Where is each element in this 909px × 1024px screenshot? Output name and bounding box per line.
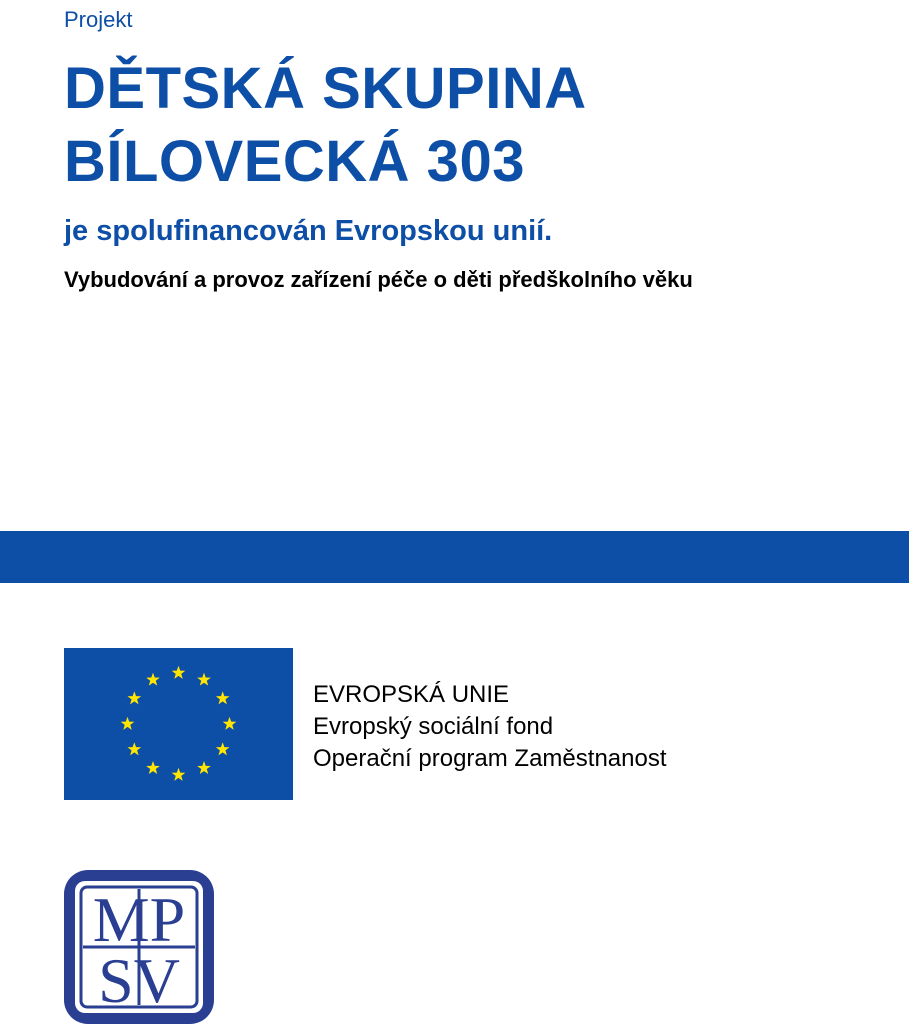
eu-text-block — [313, 679, 667, 775]
project-label: Projekt — [64, 7, 133, 32]
eu-name: EVROPSKÁ UNIE — [313, 681, 510, 708]
fund-name: Evropský sociální fond — [313, 713, 554, 740]
blue-divider-band — [0, 531, 909, 583]
svg-text:SV: SV — [98, 945, 180, 1016]
program-name: Operační program Zaměstnanost — [313, 745, 667, 772]
mpsv-logo-icon — [64, 870, 214, 1024]
cofinanced-statement: je spolufinancován Evropskou unií. — [64, 215, 553, 247]
project-title-line1: DĚTSKÁ SKUPINA — [64, 56, 587, 121]
project-title-line2: BÍLOVECKÁ 303 — [64, 129, 525, 194]
eu-flag-icon — [64, 648, 293, 800]
project-subtitle: Vybudování a provoz zařízení péče o děti předškolního věku — [64, 267, 693, 292]
project-title — [64, 52, 587, 198]
svg-text:MP: MP — [92, 884, 186, 955]
